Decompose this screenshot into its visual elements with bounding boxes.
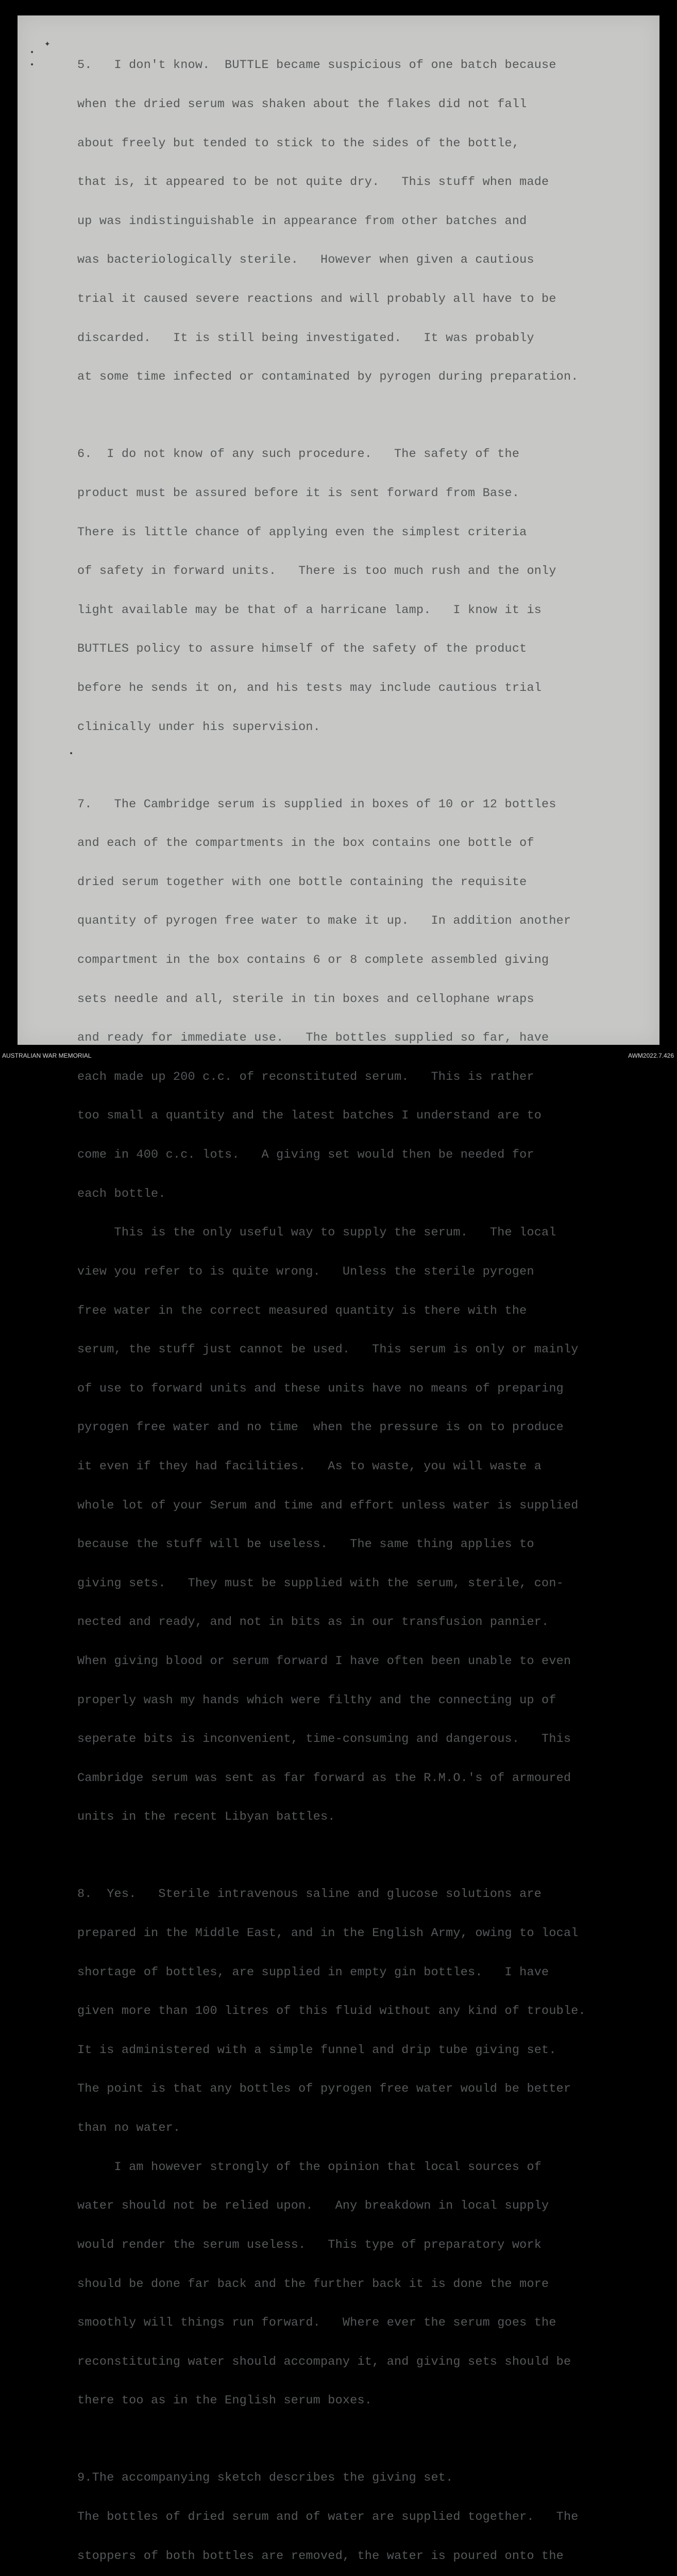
text-line: There is little chance of applying even the simplest criteria	[77, 525, 527, 539]
paragraph-9	[77, 2446, 649, 2576]
specks-icon: •	[30, 61, 35, 69]
text-line: It is administered with a simple funnel and drip tube giving set.	[77, 2043, 556, 2057]
text-line: product must be assured before it is sent forward from Base.	[77, 486, 520, 500]
footer-archive-name: AUSTRALIAN WAR MEMORIAL	[2, 1052, 92, 1059]
text-line: This is the only useful way to supply the serum. The local	[77, 1226, 556, 1240]
text-line: because the stuff will be useless. The same thing applies to	[77, 1537, 534, 1552]
text-line: about freely but tended to stick to the sides of the bottle,	[77, 136, 520, 150]
text-line: shortage of bottles, are supplied in empty gin bottles. I have	[77, 1965, 549, 1979]
text-line: trial it caused severe reactions and will probably all have to be	[77, 292, 556, 307]
text-line: properly wash my hands which were filthy and the connecting up of	[77, 1693, 556, 1707]
text-line: Cambridge serum was sent as far forward as the R.M.O.'s of armoured	[77, 1771, 571, 1785]
text-line: when the dried serum was shaken about the flakes did not fall	[77, 97, 527, 112]
text-line: 9.The accompanying sketch describes the giving set.	[77, 2471, 453, 2485]
paragraph-gap	[77, 1850, 649, 1862]
text-line: BUTTLES policy to assure himself of the safety of the product	[77, 642, 527, 656]
text-line: was bacteriologically sterile. However when given a cautious	[77, 253, 534, 267]
paragraph-6	[77, 422, 649, 759]
text-line: seperate bits is inconvenient, time-consuming and dangerous. This	[77, 1732, 571, 1747]
specks-icon: •	[69, 750, 74, 758]
paragraph-gap	[77, 759, 649, 772]
text-line: quantity of pyrogen free water to make it up. In addition another	[77, 914, 571, 928]
text-line: units in the recent Libyan battles.	[77, 1810, 335, 1824]
text-line: should be done far back and the further back it is done the more	[77, 2277, 549, 2291]
text-line: of use to forward units and these units have no means of preparing	[77, 1381, 564, 1396]
text-line: compartment in the box contains 6 or 8 complete assembled giving	[77, 953, 549, 968]
text-line: would render the serum useless. This type of preparatory work	[77, 2238, 542, 2252]
text-line: The point is that any bottles of pyrogen free water would be better	[77, 2082, 571, 2096]
text-line: sets needle and all, sterile in tin boxes and cellophane wraps	[77, 992, 534, 1006]
specks-icon: •	[30, 48, 35, 57]
text-line: discarded. It is still being investigated. It was probably	[77, 331, 534, 345]
text-line: When giving blood or serum forward I have often been unable to even	[77, 1654, 571, 1668]
paragraph-gap	[77, 410, 649, 422]
text-line: free water in the correct measured quantity is there with the	[77, 1303, 527, 1318]
typescript-body	[77, 33, 649, 2576]
text-line: each made up 200 c.c. of reconstituted serum. This is rather	[77, 1070, 534, 1084]
text-line: smoothly will things run forward. Where ever the serum goes the	[77, 2316, 556, 2330]
text-line: nected and ready, and not in bits as in our transfusion pannier.	[77, 1615, 549, 1630]
paragraph-7	[77, 772, 649, 1850]
text-line: come in 400 c.c. lots. A giving set would then be needed for	[77, 1148, 534, 1162]
text-line: given more than 100 litres of this fluid without any kind of trouble.	[77, 2004, 586, 2019]
text-line: that is, it appeared to be not quite dry. This stuff when made	[77, 175, 549, 190]
paragraph-gap	[77, 2433, 649, 2446]
text-line: each bottle.	[77, 1187, 166, 1201]
text-line: before he sends it on, and his tests may include cautious trial	[77, 681, 542, 695]
text-line: clinically under his supervision.	[77, 720, 320, 734]
text-line: 5. I don't know. BUTTLE became suspicious of one batch because	[77, 58, 556, 73]
text-line: at some time infected or contaminated by pyrogen during preparation.	[77, 370, 579, 384]
text-line: serum, the stuff just cannot be used. This serum is only or mainly	[77, 1343, 579, 1357]
text-line: view you refer to is quite wrong. Unless the sterile pyrogen	[77, 1264, 534, 1279]
text-line: than no water.	[77, 2121, 181, 2136]
text-line: and ready for immediate use. The bottles supplied so far, have	[77, 1031, 549, 1045]
text-line: up was indistinguishable in appearance from other batches and	[77, 214, 527, 228]
paragraph-8	[77, 1862, 649, 2433]
text-line: giving sets. They must be supplied with the serum, sterile, con-	[77, 1576, 564, 1590]
text-line: pyrogen free water and no time when the pressure is on to produce	[77, 1420, 564, 1435]
text-line: too small a quantity and the latest batches I understand are to	[77, 1109, 542, 1123]
text-line: I am however strongly of the opinion that local sources of	[77, 2160, 542, 2174]
text-line: The bottles of dried serum and of water are supplied together. The	[77, 2510, 579, 2524]
text-line: water should not be relied upon. Any breakdown in local supply	[77, 2199, 549, 2213]
text-line: of safety in forward units. There is too much rush and the only	[77, 564, 556, 579]
paragraph-5	[77, 33, 649, 410]
text-line: stoppers of both bottles are removed, the water is poured onto the	[77, 2549, 564, 2563]
text-line: whole lot of your Serum and time and effort unless water is supplied	[77, 1498, 579, 1513]
text-line: light available may be that of a harricane lamp. I know it is	[77, 603, 542, 617]
specks-icon: ✦	[44, 40, 50, 48]
text-line: and each of the compartments in the box contains one bottle of	[77, 836, 534, 851]
text-line: reconstituting water should accompany it, and giving sets should be	[77, 2354, 571, 2369]
footer-catalogue-number: AWM2022.7.426	[628, 1052, 674, 1059]
text-line: prepared in the Middle East, and in the English Army, owing to local	[77, 1926, 579, 1941]
text-line: 6. I do not know of any such procedure. The safety of the	[77, 447, 520, 462]
text-line: 8. Yes. Sterile intravenous saline and glucose solutions are	[77, 1887, 542, 1902]
text-line: dried serum together with one bottle containing the requisite	[77, 875, 527, 889]
text-line: it even if they had facilities. As to waste, you will waste a	[77, 1459, 542, 1473]
text-line: there too as in the English serum boxes.	[77, 2394, 373, 2408]
text-line: 7. The Cambridge serum is supplied in boxes of 10 or 12 bottles	[77, 797, 556, 811]
